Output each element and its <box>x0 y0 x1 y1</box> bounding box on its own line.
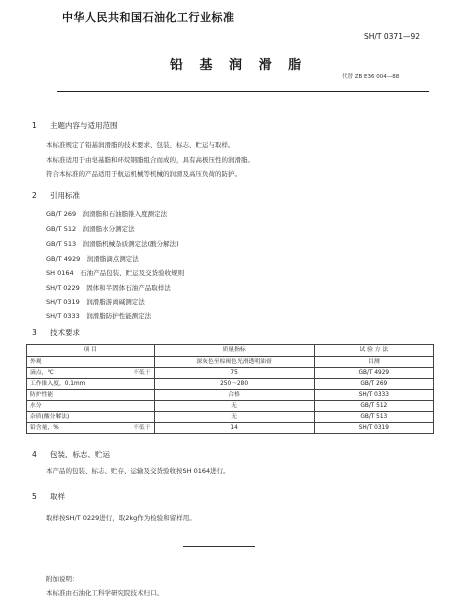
section-1-para-3: 符合本标准的产品适用于航运机械等机械的润滑及高压负荷的防护。 <box>46 170 241 178</box>
row-method: 目测 <box>314 357 433 368</box>
section-1-para-1: 本标准规定了铅基润滑脂的技术要求、包装、标志、贮运与取样。 <box>46 141 235 149</box>
reference-code: SH/T 0229 <box>46 284 80 292</box>
end-rule <box>183 546 255 547</box>
section-title: 技术要求 <box>50 328 80 337</box>
table-row <box>27 379 434 390</box>
row-method: SH/T 0333 <box>314 390 433 401</box>
table-row <box>27 412 434 423</box>
table-row <box>27 357 434 368</box>
section-title: 取样 <box>50 492 65 501</box>
reference-item <box>46 239 179 248</box>
row-item: 外观 <box>27 357 155 368</box>
reference-item <box>46 224 135 233</box>
header-value: 质量指标 <box>154 345 314 357</box>
reference-item <box>46 209 167 218</box>
section-1-para-2: 本标准适用于由皂基脂和环烷钢脂组合而成的，具有高极压性的润滑脂。 <box>46 156 254 164</box>
section-3-heading <box>32 327 80 338</box>
reference-code: SH/T 0333 <box>46 312 80 320</box>
appendix-line: 本标准由石油化工科学研究院技术归口。 <box>46 589 163 597</box>
section-2-heading <box>32 190 80 201</box>
reference-code: SH 0164 <box>46 269 74 277</box>
section-5-para: 取样按SH/T 0229进行，取2kg作为检验和留样用。 <box>46 514 196 522</box>
section-number: 4 <box>32 450 37 459</box>
row-method: GB/T 4929 <box>314 368 433 379</box>
row-value: 14 <box>154 423 314 434</box>
reference-item <box>46 297 145 306</box>
replaces-note: 代替 ZB E36 004—88 <box>342 74 400 80</box>
reference-item <box>46 311 151 320</box>
header-method: 试 验 方 法 <box>314 345 433 357</box>
row-item: 滴点，℃ 不低于 <box>27 368 155 379</box>
table-header-row <box>27 345 434 357</box>
reference-name: 润滑脂水分测定法 <box>82 225 135 233</box>
reference-item <box>46 254 139 263</box>
document-title: 铅 基 润 滑 脂 <box>170 58 308 73</box>
row-method: GB/T 513 <box>314 412 433 423</box>
standard-code: SH/T 0371—92 <box>364 32 421 41</box>
row-item: 铅含量，% 不低于 <box>27 423 155 434</box>
reference-code: SH/T 0319 <box>46 298 80 306</box>
section-5-heading <box>32 491 65 502</box>
reference-code: GB/T 269 <box>46 210 77 218</box>
section-4-heading <box>32 449 110 460</box>
row-method: SH/T 0319 <box>314 423 433 434</box>
row-value: 合格 <box>154 390 314 401</box>
row-item: 水分 <box>27 401 155 412</box>
reference-item <box>46 283 171 292</box>
row-method: GB/T 512 <box>314 401 433 412</box>
row-item: 杂质(酸分解法) <box>27 412 155 423</box>
table-row <box>27 401 434 412</box>
reference-code: GB/T 512 <box>46 225 77 233</box>
row-value: 无 <box>154 401 314 412</box>
row-value: 无 <box>154 412 314 423</box>
section-number: 3 <box>32 328 37 337</box>
appendix-title: 附加说明： <box>46 575 79 583</box>
section-number: 5 <box>32 492 37 501</box>
standard-body-title: 中华人民共和国石油化工行业标准 <box>62 11 235 24</box>
section-1-heading <box>32 120 118 131</box>
reference-name: 润滑脂滴点测定法 <box>86 255 139 263</box>
row-value: 250～280 <box>154 379 314 390</box>
table-row <box>27 368 434 379</box>
technical-requirements-table <box>26 344 434 434</box>
section-title: 引用标准 <box>50 191 80 200</box>
reference-name: 润滑脂防护性能测定法 <box>86 312 152 320</box>
reference-name: 润滑脂游离碱测定法 <box>86 298 145 306</box>
reference-name: 固体和半固体石油产品取样法 <box>86 284 171 292</box>
row-value: 75 <box>154 368 314 379</box>
section-number: 1 <box>32 121 37 130</box>
section-4-para: 本产品的包装、标志、贮存、运输及交货验收按SH 0164进行。 <box>46 467 230 475</box>
row-method: GB/T 269 <box>314 379 433 390</box>
reference-name: 石油产品包装、贮运及交货验收规则 <box>80 269 185 277</box>
table-row <box>27 390 434 401</box>
reference-item <box>46 268 184 277</box>
reference-code: GB/T 513 <box>46 240 77 248</box>
table-row <box>27 423 434 434</box>
reference-code: GB/T 4929 <box>46 255 81 263</box>
row-item: 工作锥入度，0.1mm <box>27 379 155 390</box>
section-title: 主题内容与适用范围 <box>50 121 118 130</box>
header-item: 项 目 <box>27 345 155 357</box>
header-rule <box>57 91 429 92</box>
section-number: 2 <box>32 191 37 200</box>
row-grade: 不低于 <box>133 424 151 431</box>
section-title: 包装、标志、贮运 <box>50 450 110 459</box>
row-grade: 不低于 <box>133 369 151 376</box>
row-item: 防护性能 <box>27 390 155 401</box>
row-value: 深灰色至棕褐色光滑透明油膏 <box>154 357 314 368</box>
reference-name: 润滑脂和石油脂锥入度测定法 <box>82 210 168 218</box>
reference-name: 润滑脂机械杂质测定法(酸分解法) <box>82 240 179 248</box>
